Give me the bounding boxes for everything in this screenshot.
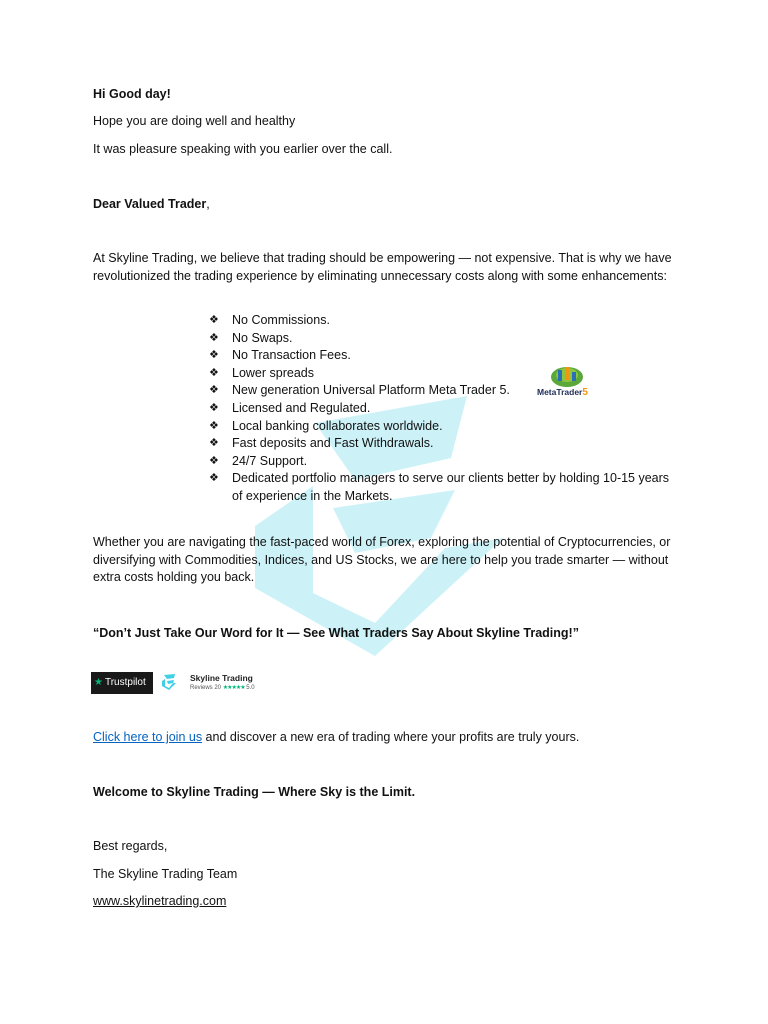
markets-paragraph: Whether you are navigating the fast-paced world of Forex, exploring the potential of Cryptocurrencies, or diversifying with Commodities, Indices, and US Stocks, we are here to help you trade smarter — without extra costs holding you back. (93, 535, 671, 584)
benefit-item (209, 400, 679, 418)
benefit-item (209, 418, 679, 436)
salutation (93, 196, 683, 214)
metatrader-chart-icon (550, 364, 584, 388)
benefits-list (209, 312, 679, 506)
bullet-marker-icon: ❖ (209, 384, 219, 397)
bullet-marker-icon: ❖ (209, 349, 219, 362)
benefit-text: Licensed and Regulated. (232, 400, 371, 415)
benefit-item (209, 312, 679, 330)
regards: Best regards, (93, 839, 168, 853)
benefit-text: No Transaction Fees. (232, 348, 351, 363)
benefit-item (209, 435, 679, 453)
quote-heading: “Don’t Just Take Our Word for It — See What Traders Say About Skyline Trading!” (93, 626, 579, 640)
benefit-text: Local banking collaborates worldwide. (232, 418, 443, 433)
metatrader-5-logo (537, 364, 601, 400)
trustpilot-star-icon: ★ (94, 677, 103, 688)
benefit-text: Dedicated portfolio managers to serve our clients better by holding 10-15 years of experience in the Markets. (232, 471, 670, 503)
greeting: Hi Good day! (93, 87, 171, 101)
website-line (93, 893, 683, 911)
benefit-text: No Commissions. (232, 313, 330, 327)
skyline-review-summary (190, 673, 255, 692)
bullet-marker-icon: ❖ (209, 437, 219, 450)
salutation-name: Dear Valued Trader (93, 197, 207, 211)
bullet-marker-icon: ❖ (209, 419, 219, 432)
join-text: and discover a new era of trading where your profits are truly yours. (202, 730, 580, 744)
skyline-company-name: Skyline Trading (190, 673, 253, 683)
line-hope: Hope you are doing well and healthy (93, 114, 296, 128)
review-count: Reviews 20 (190, 685, 222, 691)
intro-paragraph: At Skyline Trading, we believe that trading should be empowering — not expensive. That is why we have revolutionized the trading experience by eliminating unnecessary costs along with some enhancements: (93, 251, 672, 283)
benefit-item (209, 347, 679, 365)
rating-stars-icon: ★★★★★ (222, 685, 245, 691)
bullet-marker-icon: ❖ (209, 401, 219, 414)
welcome-line: Welcome to Skyline Trading — Where Sky is the Limit. (93, 785, 416, 799)
metatrader-version: 5 (582, 387, 588, 398)
join-paragraph (93, 729, 683, 747)
bullet-marker-icon: ❖ (209, 366, 219, 379)
bullet-marker-icon: ❖ (209, 331, 219, 344)
skyline-review-line (190, 684, 255, 692)
benefit-text: 24/7 Support. (232, 453, 308, 468)
website-link[interactable]: www.skylinetrading.com (93, 894, 227, 908)
benefit-text: Fast deposits and Fast Withdrawals. (232, 436, 434, 451)
benefit-item (209, 453, 679, 471)
metatrader-label (537, 387, 588, 398)
trustpilot-badge[interactable] (91, 672, 153, 694)
benefit-text: Lower spreads (232, 365, 314, 380)
bullet-marker-icon: ❖ (209, 472, 219, 485)
benefit-item (209, 382, 679, 400)
team-signature: The Skyline Trading Team (93, 867, 238, 881)
benefit-item (209, 365, 679, 383)
rating-score: 5.0 (246, 685, 255, 691)
bullet-marker-icon: ❖ (209, 314, 219, 326)
line-call: It was pleasure speaking with you earlier over the call. (93, 142, 393, 156)
benefit-item (209, 330, 679, 348)
join-link[interactable]: Click here to join us (93, 730, 203, 744)
salutation-comma: , (206, 197, 210, 211)
benefit-text: New generation Universal Platform Meta Trader 5. (232, 383, 510, 398)
benefit-item (209, 470, 679, 505)
trustpilot-label: Trustpilot (104, 677, 146, 688)
metatrader-name: MetaTrader (537, 387, 583, 397)
skyline-logo-icon (161, 673, 177, 691)
bullet-marker-icon: ❖ (209, 454, 219, 467)
benefit-text: No Swaps. (232, 330, 293, 345)
